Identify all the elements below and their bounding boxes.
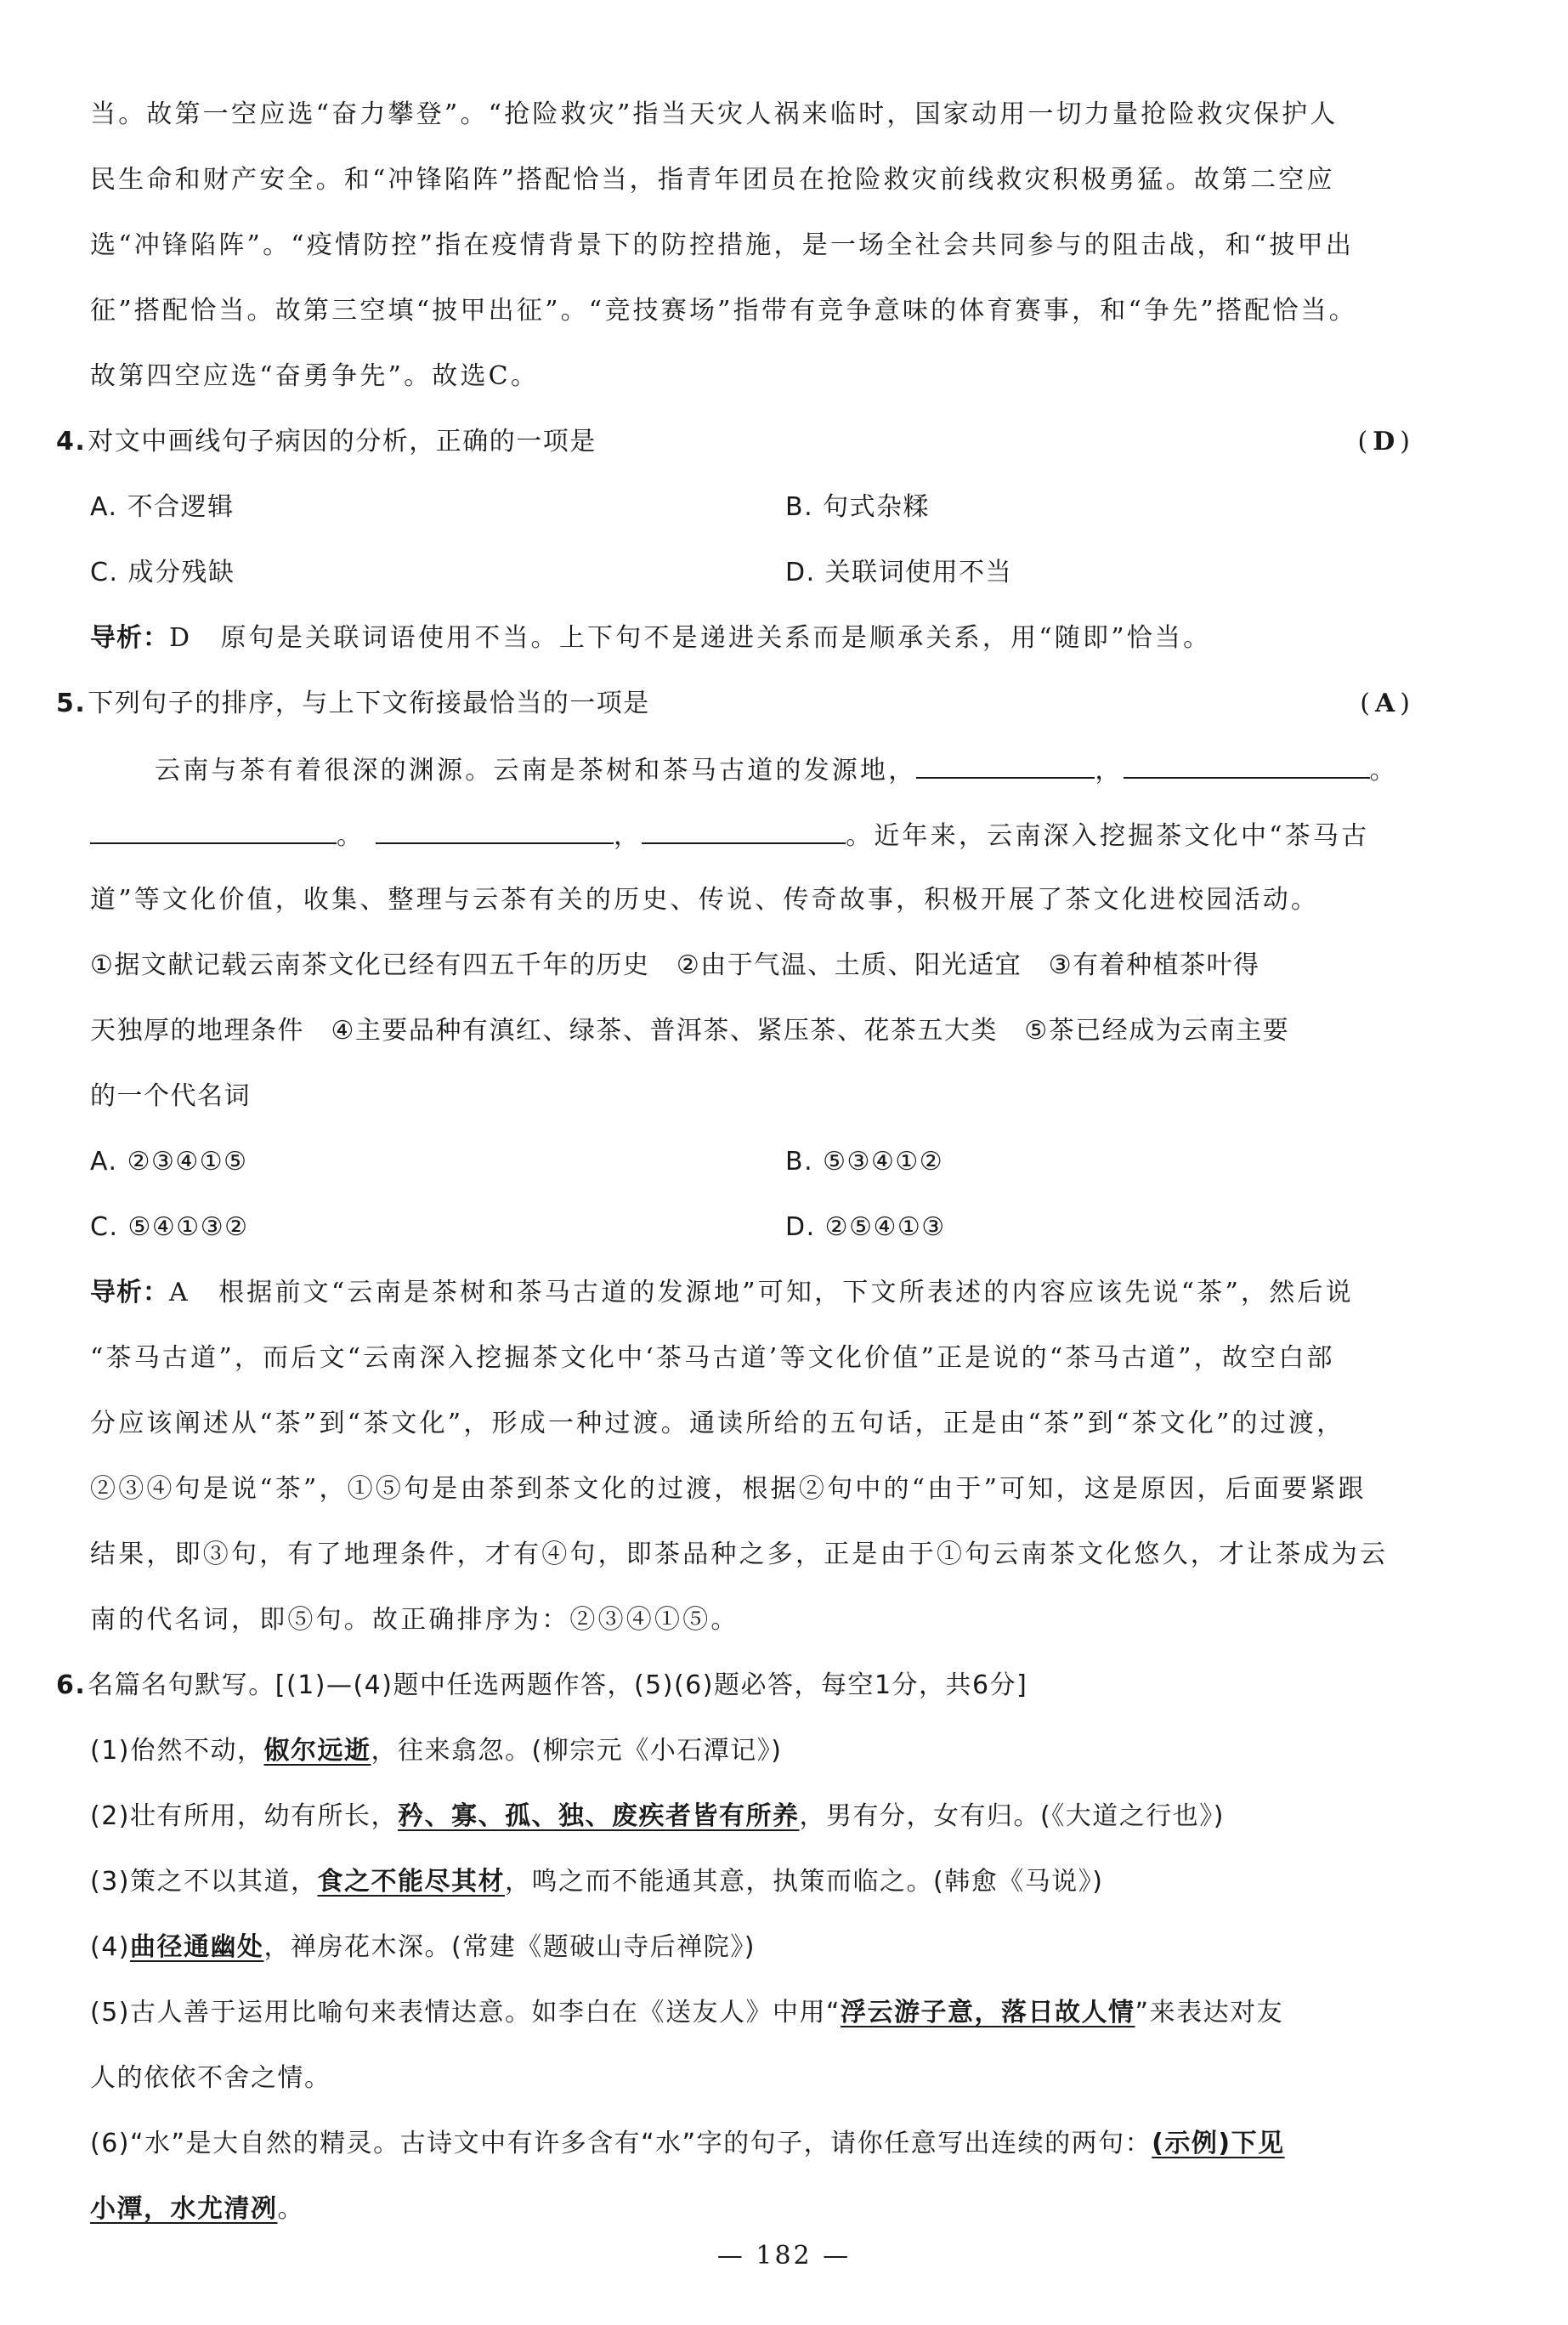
option-b: B. ⑤③④①② (785, 1147, 944, 1177)
question-number: 5. (56, 689, 87, 718)
recitation-item-2: (2)壮有所用，幼有所长，矜、寡、孤、独、废疾者皆有所养，男有分，女有归。(《大道之行也》) (90, 1801, 1225, 1831)
explanation-line: 当。故第一空应选“奋力攀登”。“抢险救灾”指当天灾人祸来临时，国家动用一切力量抢险救灾保护人 (90, 99, 1339, 129)
question-number: 4. (56, 427, 87, 456)
explanation-line: ②③④句是说“茶”，①⑤句是由茶到茶文化的过渡，根据②句中的“由于”可知，这是原因，后面要紧跟 (90, 1474, 1367, 1504)
answer-blank[interactable] (916, 751, 1095, 779)
explanation-label: 导析： (90, 623, 169, 653)
sentence-list-line: ①据文献记载云南茶文化已经有四五千年的历史 ②由于气温、土质、阳光适宜 ③有着种植茶叶得 (90, 950, 1260, 980)
recitation-item-5: (5)古人善于运用比喻句来表情达意。如李白在《送友人》中用“浮云游子意，落日故人情”来表达对友 (90, 1998, 1284, 2027)
filled-answer: 水尤清冽 (170, 2194, 278, 2224)
filled-answer: 曲径通幽处 (130, 1932, 264, 1962)
explanation-line: 选“冲锋陷阵”。“疫情防控”指在疫情背景下的防控措施，是一场全社会共同参与的阻击战，和“披甲出 (90, 230, 1355, 260)
explanation-line: 南的代名词，即⑤句。故正确排序为：②③④①⑤。 (90, 1605, 739, 1635)
answer-blank[interactable] (90, 817, 337, 844)
sentence-list-line: 的一个代名词 (90, 1081, 251, 1111)
recitation-item-6: (6)“水”是大自然的精灵。古诗文中有许多含有“水”字的句子，请你任意写出连续的两句：(示例)下见 (90, 2129, 1285, 2158)
question-5-stem: 5.下列句子的排序，与上下文衔接最恰当的一项是 (56, 689, 650, 718)
option-d: D. ②⑤④①③ (785, 1212, 946, 1242)
explanation-line: 民生命和财产安全。和“冲锋陷阵”搭配恰当，指青年团员在抢险救灾前线救灾积极勇猛。故第二空应 (90, 165, 1335, 195)
question-5-explanation: 导析：A 根据前文“云南是茶树和茶马古道的发源地”可知，下文所表述的内容应该先说“茶”，然后说 (90, 1278, 1354, 1307)
answer-blank[interactable] (642, 817, 846, 844)
recitation-item-1: (1)佁然不动，俶尔远逝，往来翕忽。(柳宗元《小石潭记》) (90, 1736, 783, 1766)
explanation-label: 导析： (90, 1278, 169, 1307)
question-5-answer: (A) (1360, 689, 1415, 718)
filled-answer: 小潭 (90, 2194, 144, 2224)
question-4-answer: (D) (1357, 427, 1415, 456)
explanation-line: 故第四空应选“奋勇争先”。故选C。 (90, 361, 540, 391)
explanation-line: 分应该阐述从“茶”到“茶文化”，形成一种过渡。通读所给的五句话，正是由“茶”到“茶文化”的过渡， (90, 1409, 1345, 1438)
recitation-item-4: (4)曲径通幽处，禅房花木深。(常建《题破山寺后禅院》) (90, 1932, 756, 1962)
passage-line-3: 道”等文化价值，收集、整理与云茶有关的历史、传说、传奇故事，积极开展了茶文化进校园活动。 (90, 885, 1320, 915)
option-a: A. ②③④①⑤ (90, 1147, 248, 1177)
option-c: C. 成分残缺 (90, 558, 235, 587)
question-6-stem: 6.名篇名句默写。[(1)—(4)题中任选两题作答，(5)(6)题必答，每空1分，共6分] (56, 1670, 1028, 1700)
passage-line-1: 云南与茶有着很深的渊源。云南是茶树和茶马古道的发源地， ， 。 (90, 751, 1415, 789)
option-d: D. 关联词使用不当 (785, 558, 1013, 587)
question-4-stem: 4.对文中画线句子病因的分析，正确的一项是 (56, 427, 597, 456)
explanation-line: 结果，即③句，有了地理条件，才有④句，即茶品种之多，正是由于①句云南茶文化悠久，才让茶成为云 (90, 1540, 1389, 1569)
recitation-item-3: (3)策之不以其道，食之不能尽其材，鸣之而不能通其意，执策而临之。(韩愈《马说》) (90, 1867, 1104, 1897)
recitation-item-5-cont: 人的依依不舍之情。 (90, 2063, 331, 2093)
page-number: — 182 — (716, 2241, 852, 2271)
question-4-explanation: 导析：D 原句是关联词语使用不当。上下句不是递进关系而是顺承关系，用“随即”恰当。 (90, 623, 1212, 653)
filled-answer: (示例)下见 (1152, 2129, 1285, 2158)
answer-blank[interactable] (1124, 751, 1370, 779)
filled-answer: 落日故人情 (1001, 1998, 1135, 2027)
filled-answer: 矜、寡、孤、独、废疾者皆有所养 (398, 1801, 800, 1831)
answer-blank[interactable] (376, 817, 614, 844)
explanation-line: “茶马古道”，而后文“云南深入挖掘茶文化中‘茶马古道’等文化价值”正是说的“茶马古道”，故空白部 (90, 1343, 1335, 1373)
option-a: A. 不合逻辑 (90, 492, 235, 522)
explanation-line: 征”搭配恰当。故第三空填“披甲出征”。“竞技赛场”指带有竞争意味的体育赛事，和“争先”搭配恰当。 (90, 296, 1357, 326)
sentence-list-line: 天独厚的地理条件 ④主要品种有滇红、绿茶、普洱茶、紧压茶、花茶五大类 ⑤茶已经成为云南主要 (90, 1016, 1290, 1046)
option-b: B. 句式杂糅 (785, 492, 931, 522)
recitation-item-6-cont: 小潭，水尤清冽。 (90, 2194, 304, 2224)
passage-line-2: 。 ， 。近年来，云南深入挖掘茶文化中“茶马古 (90, 817, 1415, 854)
filled-answer: 俶尔远逝 (263, 1736, 371, 1766)
filled-answer: 食之不能尽其材 (317, 1867, 505, 1897)
option-c: C. ⑤④①③② (90, 1212, 249, 1242)
filled-answer: 浮云游子意 (841, 1998, 975, 2027)
question-number: 6. (56, 1670, 87, 1700)
